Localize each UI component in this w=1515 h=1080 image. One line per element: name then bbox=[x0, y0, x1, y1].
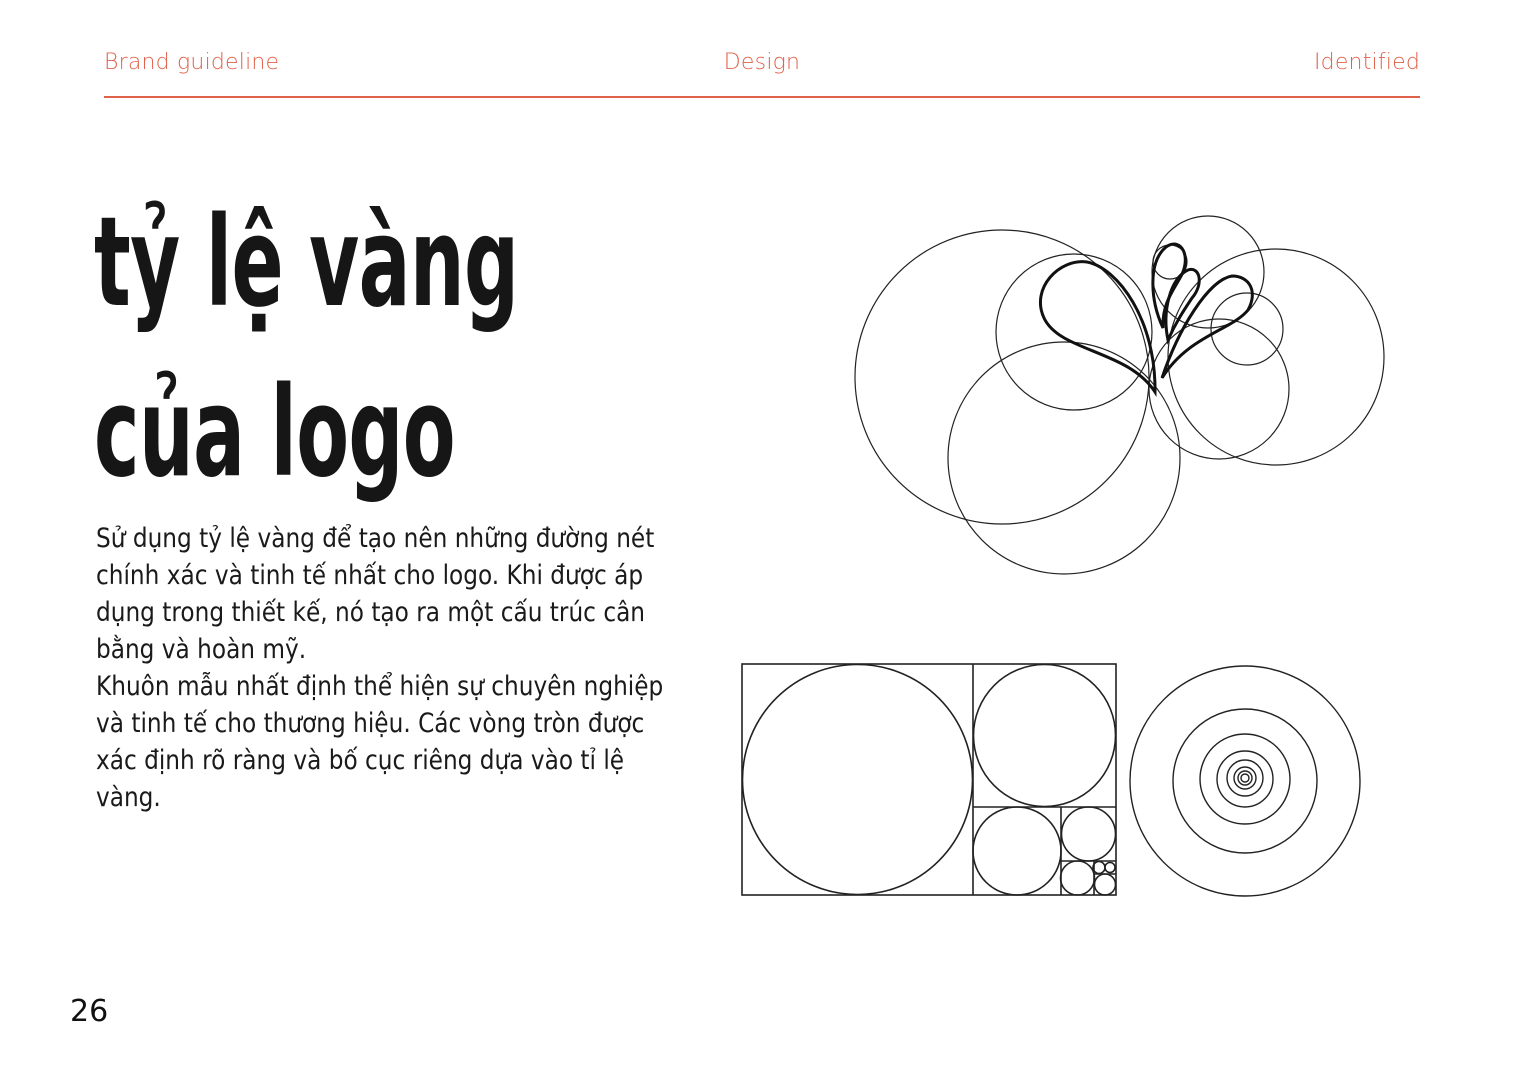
concentric-circle-5 bbox=[1227, 760, 1263, 796]
header-identified: Identified bbox=[1313, 50, 1420, 75]
body-paragraph-2: Khuôn mẫu nhất định thể hiện sự chuyên nghiệp và tinh tế cho thương hiệu. Các vòng tròn được xác định rõ ràng và bố cục riêng dựa vào tỉ lệ vàng. bbox=[96, 671, 664, 813]
page-title-line-2: của logo bbox=[94, 361, 456, 505]
concentric-circle-2 bbox=[1173, 709, 1317, 853]
body-paragraph-1: Sử dụng tỷ lệ vàng để tạo nên những đường nét chính xác và tinh tế nhất cho logo. Khi được áp dụng trong thiết kế, nó tạo ra một cấu trúc cân bằng và hoàn mỹ. bbox=[96, 523, 655, 665]
header-section: Design bbox=[723, 50, 801, 75]
page-number: 26 bbox=[70, 994, 109, 1029]
concentric-circle-7 bbox=[1238, 771, 1252, 785]
header-brand-guideline: Brand guideline bbox=[104, 50, 280, 75]
page-title-line-1: tỷ lệ vàng bbox=[94, 191, 519, 335]
concentric-circle-8 bbox=[1241, 774, 1249, 782]
concentric-circle-1 bbox=[1130, 666, 1360, 896]
concentric-circle-3 bbox=[1200, 734, 1290, 824]
